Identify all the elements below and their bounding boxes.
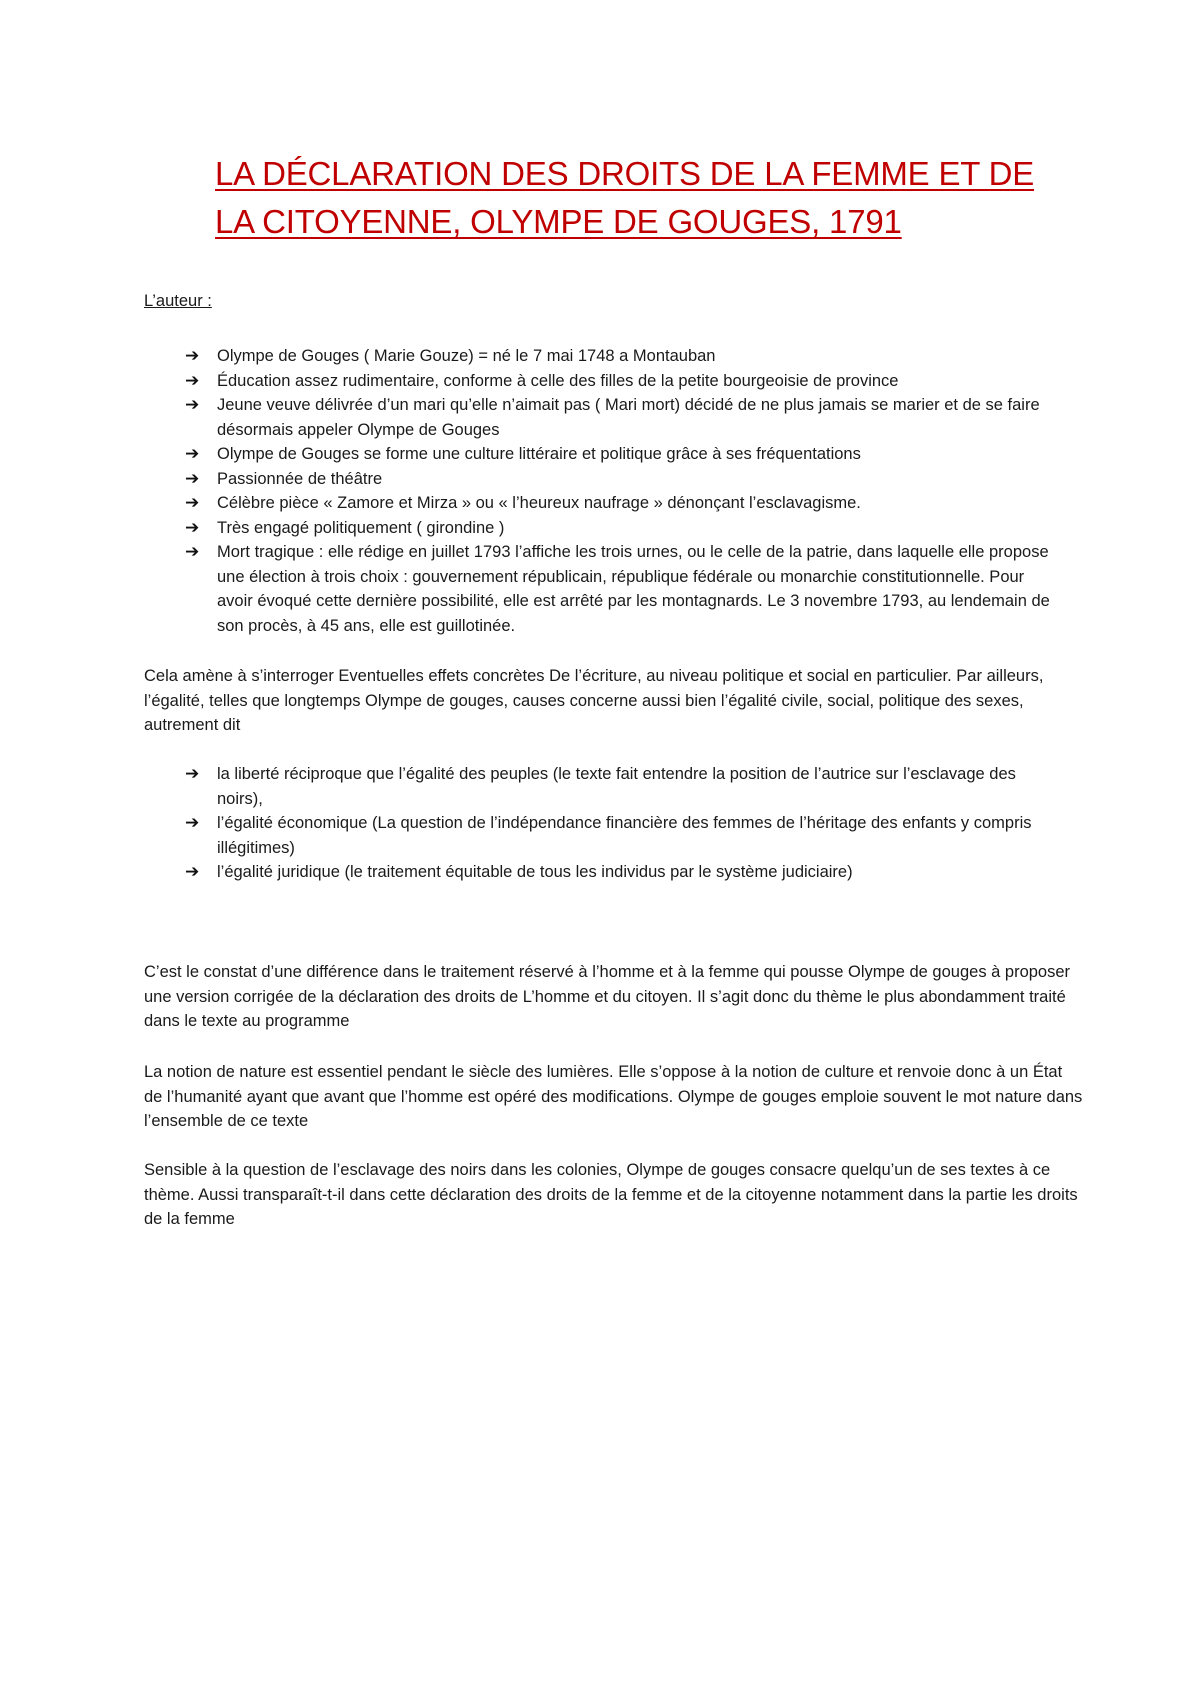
title-line-2: LA CITOYENNE, OLYMPE DE GOUGES, 1791: [215, 203, 902, 240]
list-item: [144, 811, 1064, 860]
arrow-right-icon: ➔: [185, 395, 200, 414]
list-item-text: Passionnée de théâtre: [217, 469, 383, 488]
list-item: [144, 344, 1064, 369]
arrow-right-icon: ➔: [185, 517, 200, 537]
paragraph-slavery: Sensible à la question de l’esclavage des noirs dans les colonies, Olympe de gouges consacre quelqu’un de ses textes à ce thème. Aussi transparaît-t-il dans cette déclaration des droits de la femme et de la citoyenne notamment dans la partie les droits de la femme: [144, 1161, 1078, 1228]
list-item: [144, 516, 1064, 541]
list-item-text: l’égalité économique (La question de l’indépendance financière des femmes de l’héritage des enfants y compris illégitimes): [217, 814, 1032, 857]
arrow-right-icon: ➔: [185, 862, 200, 881]
paragraph-difference: C’est le constat d’une différence dans le traitement réservé à l’homme et à la femme qui pousse Olympe de gouges à proposer une version corrigée de la déclaration des droits de L’homme et du citoyen. Il s’agit donc du thème le plus abondamment traité dans le texte au programme: [144, 963, 1071, 1030]
arrow-right-icon: ➔: [185, 542, 200, 561]
list-item-text: Jeune veuve délivrée d’un mari qu’elle n’aimait pas ( Mari mort) décidé de ne plus jamais se marier et de se faire désormais appeler Olympe de Gouges: [217, 396, 1040, 439]
list-item-text: Mort tragique : elle rédige en juillet 1793 l’affiche les trois urnes, ou le celle de la patrie, dans laquelle elle propose une élection à trois choix : gouvernement républicain, république fédérale ou monarchie constitutionnelle. Pour avoir évoqué cette dernière possibilité, elle est arrêté par les montagnards. Le 3 novembre 1793, au lendemain de son procès, à 45 ans, elle est guillotinée.: [217, 543, 1050, 635]
arrow-right-icon: ➔: [185, 370, 200, 390]
list-item-text: Très engagé politiquement ( girondine ): [217, 518, 505, 537]
arrow-right-icon: ➔: [185, 764, 200, 783]
title-line-1: LA DÉCLARATION DES DROITS DE LA FEMME ET DE: [215, 155, 1035, 192]
arrow-right-icon: ➔: [185, 346, 200, 365]
list-item: [144, 762, 1064, 811]
list-item-text: l’égalité juridique (le traitement équitable de tous les individus par le système judiciaire): [217, 863, 853, 881]
list-item-text: Éducation assez rudimentaire, conforme à celle des filles de la petite bourgeoisie de province: [217, 371, 899, 390]
arrow-right-icon: ➔: [185, 813, 200, 832]
list-item-text: Célèbre pièce « Zamore et Mirza » ou « l’heureux naufrage » dénonçant l’esclavagisme.: [217, 494, 861, 512]
arrow-right-icon: ➔: [185, 444, 200, 463]
paragraph-nature: La notion de nature est essentiel pendant le siècle des lumières. Elle s’oppose à la notion de culture et renvoie donc à un État de l’humanité ayant que avant que l’homme est opéré des modifications. Olympe de gouges emploie souvent le mot nature dans l’ensemble de ce texte: [144, 1063, 1083, 1130]
list-item: [144, 860, 1064, 885]
list-item: [144, 467, 1064, 492]
list-item: [144, 491, 1064, 516]
document-title: [215, 150, 1095, 246]
arrow-right-icon: ➔: [185, 493, 200, 512]
list-item-text: Olympe de Gouges ( Marie Gouze) = né le 7 mai 1748 a Montauban: [217, 347, 716, 365]
list-item-text: Olympe de Gouges se forme une culture littéraire et politique grâce à ses fréquentations: [217, 445, 861, 463]
author-bullet-list: [144, 344, 1064, 638]
section-label-author: L’auteur :: [144, 292, 212, 310]
equality-bullet-list: [144, 762, 1064, 885]
list-item: [144, 540, 1064, 638]
list-item: [144, 393, 1064, 442]
list-item: [144, 369, 1064, 394]
arrow-right-icon: ➔: [185, 468, 200, 488]
paragraph-equality-intro: Cela amène à s’interroger Eventuelles effets concrètes De l’écriture, au niveau politique et social en particulier. Par ailleurs, l’égalité, telles que longtemps Olympe de gouges, causes concerne aussi bien l’égalité civile, social, politique des sexes, autrement dit: [144, 667, 1044, 734]
list-item: [144, 442, 1064, 467]
list-item-text: la liberté réciproque que l’égalité des peuples (le texte fait entendre la position de l’autrice sur l’esclavage des noirs),: [217, 765, 1016, 808]
